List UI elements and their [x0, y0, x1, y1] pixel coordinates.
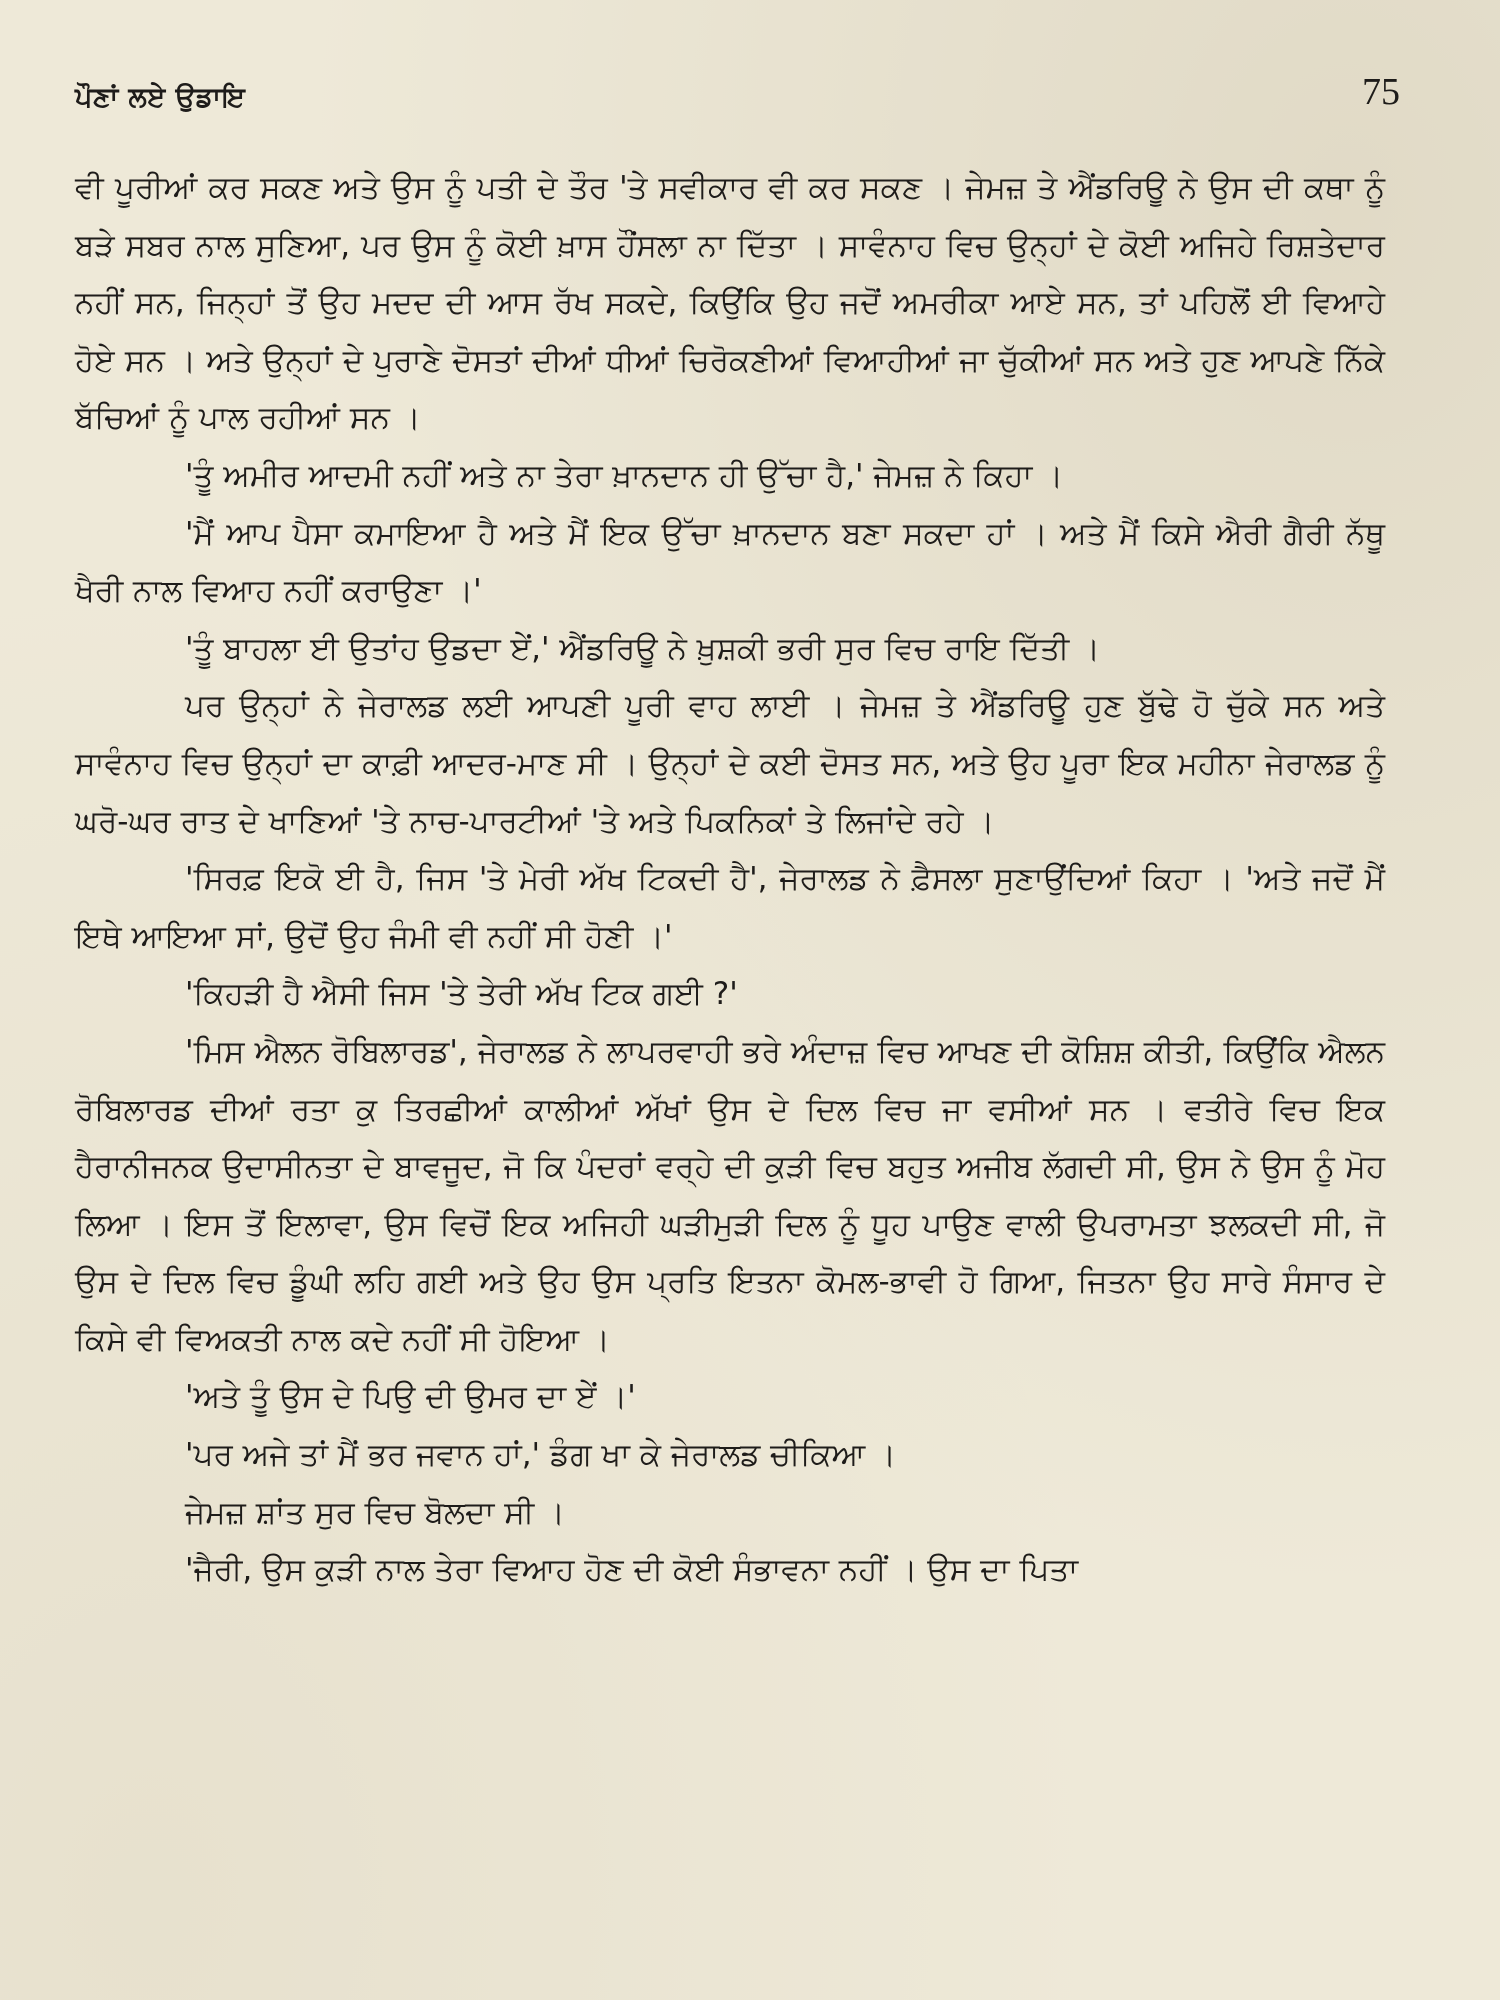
paragraph: 'ਮੈਂ ਆਪ ਪੈਸਾ ਕਮਾਇਆ ਹੈ ਅਤੇ ਮੈਂ ਇਕ ਉੱਚਾ ਖ਼ਾਨਦਾਨ ਬਣਾ ਸਕਦਾ ਹਾਂ । ਅਤੇ ਮੈਂ ਕਿਸੇ ਐਰੀ ਗੈਰੀ ਨੱਥੂ ਖੈਰੀ ਨਾਲ ਵਿਆਹ ਨਹੀਂ ਕਰਾਉਣਾ ।'	[75, 515, 1385, 610]
paragraph: ਵੀ ਪੂਰੀਆਂ ਕਰ ਸਕਣ ਅਤੇ ਉਸ ਨੂੰ ਪਤੀ ਦੇ ਤੌਰ 'ਤੇ ਸਵੀਕਾਰ ਵੀ ਕਰ ਸਕਣ । ਜੇਮਜ਼ ਤੇ ਐਂਡਰਿਊ ਨੇ ਉਸ ਦੀ ਕਥਾ ਨੂੰ ਬੜੇ ਸਬਰ ਨਾਲ ਸੁਣਿਆ, ਪਰ ਉਸ ਨੂੰ ਕੋਈ ਖ਼ਾਸ ਹੌਂਸਲਾ ਨਾ ਦਿੱਤਾ । ਸਾਵੰਨਾਹ ਵਿਚ ਉਨ੍ਹਾਂ ਦੇ ਕੋਈ ਅਜਿਹੇ ਰਿਸ਼ਤੇਦਾਰ ਨਹੀਂ ਸਨ, ਜਿਨ੍ਹਾਂ ਤੋਂ ਉਹ ਮਦਦ ਦੀ ਆਸ ਰੱਖ ਸਕਦੇ, ਕਿਉਂਕਿ ਉਹ ਜਦੋਂ ਅਮਰੀਕਾ ਆਏ ਸਨ, ਤਾਂ ਪਹਿਲੋਂ ਈ ਵਿਆਹੇ ਹੋਏ ਸਨ । ਅਤੇ ਉਨ੍ਹਾਂ ਦੇ ਪੁਰਾਣੇ ਦੋਸਤਾਂ ਦੀਆਂ ਧੀਆਂ ਚਿਰੋਕਣੀਆਂ ਵਿਆਹੀਆਂ ਜਾ ਚੁੱਕੀਆਂ ਸਨ ਅਤੇ ਹੁਣ ਆਪਣੇ ਨਿੱਕੇ ਬੱਚਿਆਂ ਨੂੰ ਪਾਲ ਰਹੀਆਂ ਸਨ ।	[75, 170, 1385, 437]
paragraph: 'ਕਿਹੜੀ ਹੈ ਐਸੀ ਜਿਸ 'ਤੇ ਤੇਰੀ ਅੱਖ ਟਿਕ ਗਈ ?'	[185, 976, 738, 1013]
paragraph: 'ਸਿਰਫ਼ ਇਕੋ ਈ ਹੈ, ਜਿਸ 'ਤੇ ਮੇਰੀ ਅੱਖ ਟਿਕਦੀ ਹੈ', ਜੇਰਾਲਡ ਨੇ ਫ਼ੈਸਲਾ ਸੁਣਾਉਂਦਿਆਂ ਕਿਹਾ । 'ਅਤੇ ਜਦੋਂ ਮੈਂ ਇਥੇ ਆਇਆ ਸਾਂ, ਉਦੋਂ ਉਹ ਜੰਮੀ ਵੀ ਨਹੀਂ ਸੀ ਹੋਣੀ ।'	[75, 861, 1385, 955]
paragraph: 'ਤੂੰ ਅਮੀਰ ਆਦਮੀ ਨਹੀਂ ਅਤੇ ਨਾ ਤੇਰਾ ਖ਼ਾਨਦਾਨ ਹੀ ਉੱਚਾ ਹੈ,' ਜੇਮਜ਼ ਨੇ ਕਿਹਾ ।	[185, 457, 1064, 494]
paragraph: ਪਰ ਉਨ੍ਹਾਂ ਨੇ ਜੇਰਾਲਡ ਲਈ ਆਪਣੀ ਪੂਰੀ ਵਾਹ ਲਾਈ । ਜੇਮਜ਼ ਤੇ ਐਂਡਰਿਊ ਹੁਣ ਬੁੱਢੇ ਹੋ ਚੁੱਕੇ ਸਨ ਅਤੇ ਸਾਵੰਨਾਹ ਵਿਚ ਉਨ੍ਹਾਂ ਦਾ ਕਾਫ਼ੀ ਆਦਰ-ਮਾਣ ਸੀ । ਉਨ੍ਹਾਂ ਦੇ ਕਈ ਦੋਸਤ ਸਨ, ਅਤੇ ਉਹ ਪੂਰਾ ਇਕ ਮਹੀਨਾ ਜੇਰਾਲਡ ਨੂੰ ਘਰੋ-ਘਰ ਰਾਤ ਦੇ ਖਾਣਿਆਂ 'ਤੇ ਨਾਚ-ਪਾਰਟੀਆਂ 'ਤੇ ਅਤੇ ਪਿਕਨਿਕਾਂ ਤੇ ਲਿਜਾਂਦੇ ਰਹੇ ।	[75, 688, 1385, 840]
paragraph: ਜੇਮਜ਼ ਸ਼ਾਂਤ ਸੁਰ ਵਿਚ ਬੋਲਦਾ ਸੀ ।	[185, 1494, 565, 1531]
paragraph: 'ਅਤੇ ਤੂੰ ਉਸ ਦੇ ਪਿਉ ਦੀ ਉਮਰ ਦਾ ਏਂ ।'	[185, 1379, 636, 1416]
running-head: ਪੌਣਾਂ ਲਏ ਉਡਾਇ	[75, 82, 246, 113]
paragraph: 'ਮਿਸ ਐਲਨ ਰੋਬਿਲਾਰਡ', ਜੇਰਾਲਡ ਨੇ ਲਾਪਰਵਾਹੀ ਭਰੇ ਅੰਦਾਜ਼ ਵਿਚ ਆਖਣ ਦੀ ਕੋਸ਼ਿਸ਼ ਕੀਤੀ, ਕਿਉਂਕਿ ਐਲਨ ਰੋਬਿਲਾਰਡ ਦੀਆਂ ਰਤਾ ਕੁ ਤਿਰਛੀਆਂ ਕਾਲੀਆਂ ਅੱਖਾਂ ਉਸ ਦੇ ਦਿਲ ਵਿਚ ਜਾ ਵਸੀਆਂ ਸਨ । ਵਤੀਰੇ ਵਿਚ ਇਕ ਹੈਰਾਨੀਜਨਕ ਉਦਾਸੀਨਤਾ ਦੇ ਬਾਵਜੂਦ, ਜੋ ਕਿ ਪੰਦਰਾਂ ਵਰ੍ਹੇ ਦੀ ਕੁੜੀ ਵਿਚ ਬਹੁਤ ਅਜੀਬ ਲੱਗਦੀ ਸੀ, ਉਸ ਨੇ ਉਸ ਨੂੰ ਮੋਹ ਲਿਆ । ਇਸ ਤੋਂ ਇਲਾਵਾ, ਉਸ ਵਿਚੋਂ ਇਕ ਅਜਿਹੀ ਘੜੀਮੁੜੀ ਦਿਲ ਨੂੰ ਧੂਹ ਪਾਉਣ ਵਾਲੀ ਉਪਰਾਮਤਾ ਝਲਕਦੀ ਸੀ, ਜੋ ਉਸ ਦੇ ਦਿਲ ਵਿਚ ਡੂੰਘੀ ਲਹਿ ਗਈ ਅਤੇ ਉਹ ਉਸ ਪ੍ਰਤਿ ਇਤਨਾ ਕੋਮਲ-ਭਾਵੀ ਹੋ ਗਿਆ, ਜਿਤਨਾ ਉਹ ਸਾਰੇ ਸੰਸਾਰ ਦੇ ਕਿਸੇ ਵੀ ਵਿਅਕਤੀ ਨਾਲ ਕਦੇ ਨਹੀਂ ਸੀ ਹੋਇਆ ।	[75, 1033, 1385, 1358]
paragraph: 'ਜੈਰੀ, ਉਸ ਕੁੜੀ ਨਾਲ ਤੇਰਾ ਵਿਆਹ ਹੋਣ ਦੀ ਕੋਈ ਸੰਭਾਵਨਾ ਨਹੀਂ । ਉਸ ਦਾ ਪਿਤਾ	[185, 1552, 1079, 1589]
paragraph: 'ਤੂੰ ਬਾਹਲਾ ਈ ਉਤਾਂਹ ਉਡਦਾ ਏਂ,' ਐਂਡਰਿਊ ਨੇ ਖ਼ੁਸ਼ਕੀ ਭਰੀ ਸੁਰ ਵਿਚ ਰਾਇ ਦਿੱਤੀ ।	[185, 630, 1100, 667]
page-number: 75	[1362, 71, 1400, 113]
body-text	[75, 160, 1385, 1600]
paragraph: 'ਪਰ ਅਜੇ ਤਾਂ ਮੈਂ ਭਰ ਜਵਾਨ ਹਾਂ,' ਡੰਗ ਖਾ ਕੇ ਜੇਰਾਲਡ ਚੀਕਿਆ ।	[185, 1437, 896, 1474]
